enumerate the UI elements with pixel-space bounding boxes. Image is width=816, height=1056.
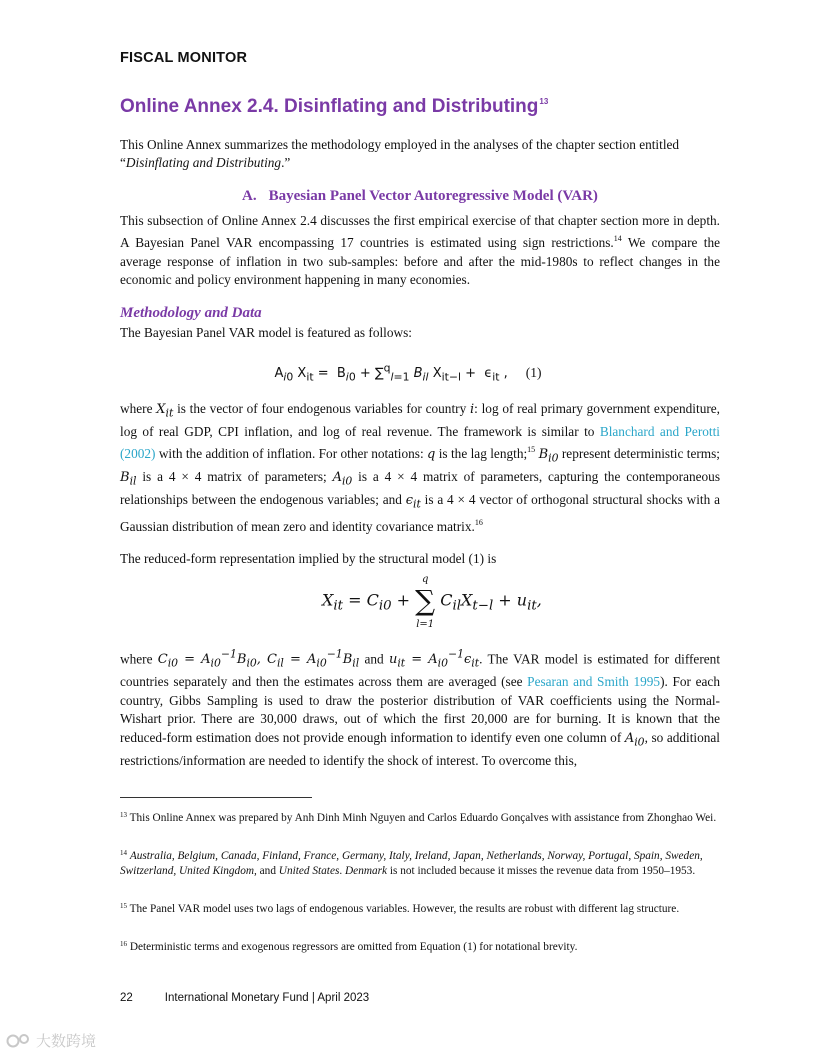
footnote-number: 14 [120,849,127,857]
text: . [339,865,346,878]
running-header: FISCAL MONITOR [120,50,248,66]
text: and [359,651,389,667]
where2-paragraph: where $C_{i0} = A_{i0}^{-1}B_{i0}$, $C_{il} = A_{i0}^{-1}B_{il}$ and $u_{it} = A_{i0}^{-1}\epsilon_{it}$. The VAR model is estimated for different countries separately and then the estimates across them are averaged (see Pesaran and Smith 1995). For each country, Gibbs Sampling is used to draw the posterior distribution of VAR coefficients using the Normal-Wishart prior. There are 30,000 draws, out of which the first 20,000 are for burning. It is known that the reduced-form estimation does not provide enough information to identify even one column of $A_{i0}$, so additional restrictions/information are needed to identify the shock of interest. To overcome this, [120,648,721,768]
text: is not included because it misses the revenue data from 1950–1953. [387,865,696,878]
equation-2: $X_{it} = C_{i0} + q$ ∑ l=1 $C_{il}X_{t-l} + u_{it}$, [322,570,542,632]
subsection-text-2: We compare the average response of inflation in two sub-samples: before and after the mid-1980s to reflect changes in the economic and policy environment happening in many economies. [120,235,720,288]
text: . The VAR model is estimated for different countries separately and then the estimates across them are averaged (see [120,651,721,690]
section-number: A. [242,188,257,204]
equation-1-body: $A_{i0}$ $X_{it} = B_{i0} + \sum^q_{l=1}$ $B_{il}$ $X_{it-l} + \epsilon_{it}$ , [274,362,508,384]
footnote-ref-15[interactable]: 15 [527,445,536,455]
footnote-16 [120,937,720,955]
quote-close: .” [281,155,291,171]
text: is the vector of four endogenous variables for country [173,401,470,416]
model-intro: The Bayesian Panel VAR model is featured as follows: [120,325,412,340]
text: and [256,865,279,878]
text: represent deterministic terms; [558,446,721,462]
footnote-15 [120,899,720,917]
footnote-text: Deterministic terms and exogenous regressors are omitted from Equation (1) for notational brevity. [129,941,578,953]
citation-link-pesaran-smith[interactable]: Pesaran and Smith 1995 [527,674,661,690]
reduced-form-intro: The reduced-form representation implied by the structural model (1) is [120,551,497,566]
text: where [120,651,158,667]
footnote-14 [120,846,720,880]
text: is a 4 × 4 matrix of parameters, capturing the contemporaneous relationships between the endogenous variables; and [120,469,720,508]
equation-1 [0,362,816,384]
citation-link-blanchard-perotti[interactable]: Blanchard and Perotti (2002) [120,424,720,462]
footnote-ref-14[interactable]: 14 [613,234,622,244]
where-paragraph: where $X_{it}$ is the vector of four endogenous variables for country i: log of real primary government expenditure, log of real GDP, CPI inflation, and log of real revenue. The framework is similar to Blanchard and Perotti (2002) with the addition of inflation. For other notations: q is the lag length;$^{15}$ $B_{i0}$ represent deterministic terms; $B_{il}$ is a 4 × 4 matrix of parameters; $A_{i0}$ is a 4 × 4 matrix of parameters, capturing the contemporaneous relationships between the endogenous variables; and $\epsilon_{it}$ is a 4 × 4 vector of orthogonal structural shocks with a Gaussian distribution of mean zero and identity covariance matrix.$^{16}$ [120,401,721,535]
text: ). For each country, Gibbs Sampling is used to draw the posterior distribution of VAR coefficients using the Normal-Wishart prior. There are 30,000 draws, out of which the first 20,000 are for burning. It is known that the reduced-form estimation does not provide enough information to identify even one column of [120,674,720,745]
text: : log of real primary government expenditure, log of real GDP, CPI inflation, and log of real revenue. The framework is similar to [120,401,721,439]
text: with the addition of inflation. For other notations: [155,446,428,462]
text: , so additional restrictions/information are needed to identify the shock of interest. To overcome this, [120,729,720,768]
section-heading-a [120,188,720,205]
footnote-number: 15 [120,902,127,910]
annex-title [120,96,548,118]
methodology-heading: Methodology and Data [120,305,262,321]
footer-text: International Monetary Fund | April 2023 [164,992,370,1004]
summation-symbol: q ∑ l=1 [415,574,436,630]
intro-paragraph [120,136,720,173]
text: is the lag length; [435,446,528,462]
footnote-divider [120,797,312,798]
logo-icon [6,1032,32,1050]
footnote-text: This Online Annex was prepared by Anh Dinh Minh Nguyen and Carlos Eduardo Gonçalves with assistance from Zhonghao Wei. [129,812,717,824]
title-footnote-ref[interactable]: 13 [539,97,549,106]
footnote-countries: Australia, Belgium, Canada, Finland, France, Germany, Italy, Ireland, Japan, Netherlands, Norway, Portugal, Spain, Sweden, Switzerland, United Kingdom, [120,850,703,878]
intro-line: This Online Annex summarizes the methodology employed in the analyses of the chapter section entitled [120,137,680,152]
text: Denmark [345,865,388,878]
text: where [120,401,157,416]
footnote-13 [120,808,720,826]
section-title: Bayesian Panel Vector Autoregressive Model (VAR) [268,188,598,204]
watermark [6,1030,96,1051]
annex-title-text: Online Annex 2.4. Disinflating and Distributing [120,96,539,117]
watermark-text: 大数跨境 [36,1032,97,1050]
text: is a 4 × 4 vector of orthogonal structural shocks with a Gaussian distribution of mean zero and identity covariance matrix. [120,492,720,535]
intro-italic: Disinflating and Distributing [125,155,282,171]
footnote-number: 16 [120,940,127,948]
text: is a 4 × 4 matrix of parameters; [136,469,333,485]
subsection-text: This subsection of Online Annex 2.4 discusses the first empirical exercise of that chapter section more in depth. A Bayesian Panel VAR encompassing 17 countries is estimated using sign restrictions. [120,213,720,251]
text: United States [278,865,340,878]
footnote-number: 13 [120,811,127,819]
page-footer [120,992,369,1004]
page-number: 22 [120,992,133,1004]
quote-open: “ [120,155,126,171]
footnote-text: The Panel VAR model uses two lags of endogenous variables. However, the results are robust with different lag structure. [129,903,680,915]
subsection-paragraph [120,212,720,290]
equation-1-label: (1) [525,365,542,381]
footnote-ref-16[interactable]: 16 [474,518,483,528]
